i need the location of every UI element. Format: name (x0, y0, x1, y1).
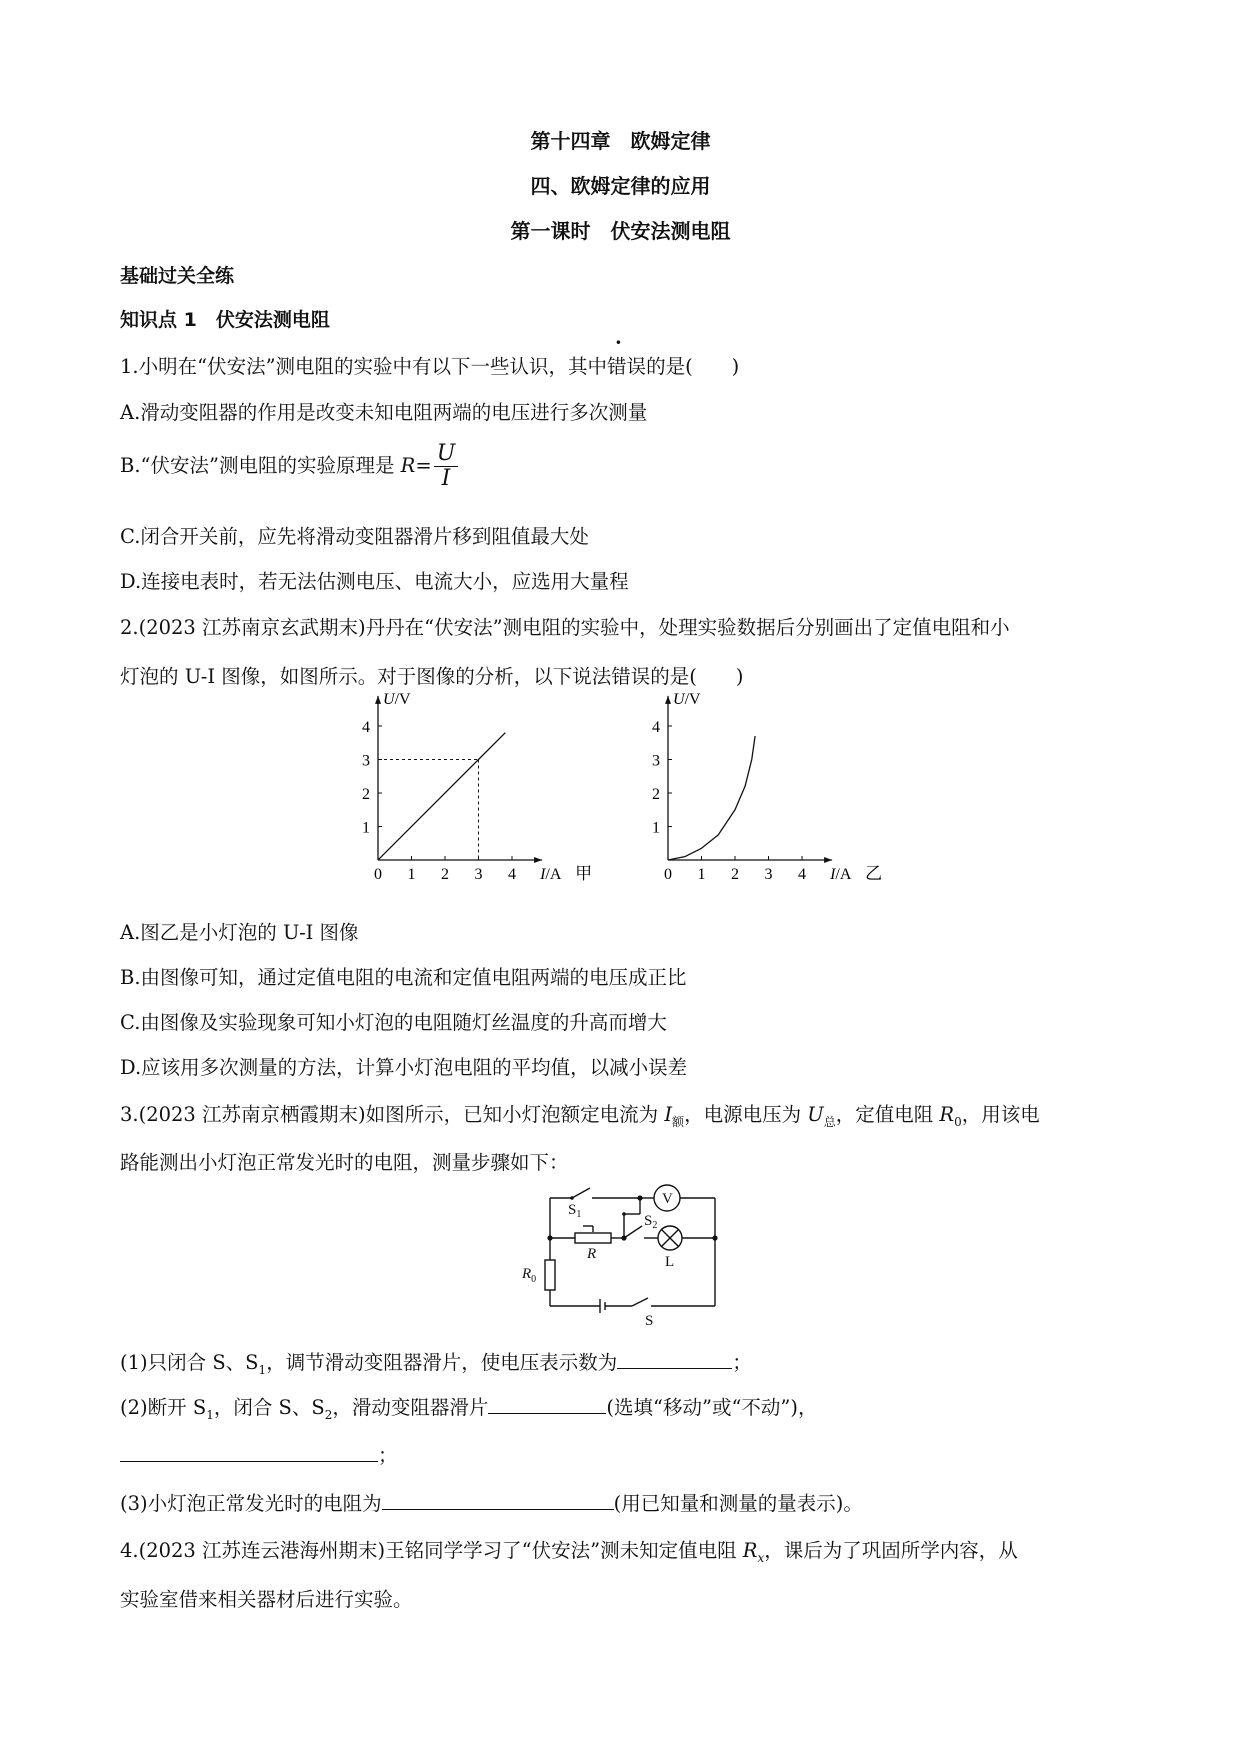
graph-caption: 乙 (865, 864, 883, 883)
lesson-title: 第一课时 伏安法测电阻 (510, 219, 731, 243)
knowledge-point: 知识点 1 伏安法测电阻 (120, 309, 330, 331)
q4-stem-line1: 4.(2023 江苏连云港海州期末)王铭同学学习了“伏安法”测未知定值电阻 $R_x$，课后为了巩固所学内容，从 (120, 1539, 1018, 1565)
graph-yi (640, 690, 900, 890)
switch-s2 (624, 1226, 642, 1238)
svg-text:R0: $R_0$ (522, 1266, 537, 1285)
y-axis-label: U/V (383, 690, 411, 708)
series-line (378, 733, 505, 860)
q3-step1: (1)只闭合 S、$S_1$，调节滑动变阻器滑片，使电压表示数为 ； (120, 1351, 752, 1377)
x-axis-label: I/A (540, 866, 562, 883)
fraction-u-over-i: $\frac{U}{I}$ (434, 442, 459, 491)
graph-caption: 甲 (575, 864, 593, 883)
q3-step2-continued: ； (120, 1440, 398, 1468)
y-tick-label: 3 (362, 752, 370, 770)
x-tick-label: 2 (441, 866, 449, 883)
answer-blank[interactable] (488, 1395, 606, 1414)
graph-jia (350, 690, 610, 890)
q2-option-a: A.图乙是小灯泡的 U-I 图像 (120, 921, 359, 944)
answer-blank[interactable] (617, 1350, 732, 1369)
y-tick-label: 2 (652, 786, 660, 803)
emphasis-dots: 错误 (607, 355, 647, 378)
q1-stem: 1.小明在“伏安法”测电阻的实验中有以下一些认识，其中错误的是( ) (120, 351, 739, 379)
q1-option-c: C.闭合开关前，应先将滑动变阻器滑片移到阻值最大处 (120, 525, 589, 548)
y-tick-label: 4 (362, 719, 370, 736)
q3-step3: (3)小灯泡正常发光时的电阻为 (用已知量和测量的量表示)。 (120, 1492, 863, 1515)
y-tick-label: 2 (362, 786, 370, 803)
y-axis-arrow (665, 696, 671, 704)
x-axis-label: I/A (830, 866, 852, 883)
x-tick-label: 4 (798, 866, 806, 883)
rheostat-r (575, 1233, 611, 1243)
q1-option-b: B.“伏安法”测电阻的实验原理是 R= $\frac{U}{I}$ (120, 442, 458, 491)
x-axis-arrow (824, 857, 832, 863)
x-tick-label: 0 (664, 866, 672, 883)
svg-text:S2: $S_2$ (644, 1213, 658, 1231)
y-tick-label: 3 (652, 752, 660, 770)
q3-stem-line2: 路能测出小灯泡正常发光时的电阻，测量步骤如下： (120, 1151, 569, 1174)
x-tick-label: 2 (731, 866, 739, 883)
x-tick-label: 1 (697, 866, 706, 883)
section-title: 四、欧姆定律的应用 (530, 174, 711, 198)
q3-stem-line1: 3.(2023 江苏南京栖霞期末)如图所示，已知小灯泡额定电流为 $I_额$，电源电压为 $U_总$，定值电阻 $R_0$，用该电 (120, 1103, 1040, 1129)
answer-blank[interactable] (120, 1443, 378, 1462)
q2-option-d: D.应该用多次测量的方法，计算小灯泡电阻的平均值，以减小误差 (120, 1056, 688, 1079)
y-tick-label: 1 (652, 819, 660, 837)
y-axis-arrow (375, 696, 381, 704)
x-tick-label: 3 (764, 866, 773, 883)
switch-s (632, 1298, 648, 1306)
svg-text:V: V (662, 1191, 673, 1207)
svg-text:R: R (587, 1246, 597, 1262)
x-tick-label: 1 (407, 866, 416, 883)
circuit-diagram (520, 1178, 730, 1329)
q3-step2: (2)断开 $S_1$，闭合 S、$S_2$，滑动变阻器滑片 (选填“移动”或“不动”)， (120, 1396, 818, 1422)
resistor-r0 (545, 1260, 555, 1290)
answer-blank[interactable] (382, 1491, 614, 1510)
y-axis-label: U/V (673, 690, 701, 708)
q2-option-c: C.由图像及实验现象可知小灯泡的电阻随灯丝温度的升高而增大 (120, 1011, 667, 1034)
q4-stem-line2: 实验室借来相关器材后进行实验。 (120, 1588, 413, 1611)
q2-stem-line1: 2.(2023 江苏南京玄武期末)丹丹在“伏安法”测电阻的实验中，处理实验数据后分别画出了定值电阻和小 (120, 616, 1010, 639)
x-tick-label: 4 (508, 866, 516, 883)
series-line (668, 736, 755, 860)
q2-option-b: B.由图像可知，通过定值电阻的电流和定值电阻两端的电压成正比 (120, 966, 687, 989)
y-tick-label: 4 (652, 719, 660, 736)
svg-text:L: L (665, 1254, 675, 1270)
x-tick-label: 3 (474, 866, 483, 883)
svg-text:S: S (645, 1313, 654, 1329)
q1-option-a: A.滑动变阻器的作用是改变未知电阻两端的电压进行多次测量 (120, 401, 648, 424)
q1-option-d: D.连接电表时，若无法估测电压、电流大小，应选用大量程 (120, 570, 629, 593)
x-axis-arrow (534, 857, 542, 863)
practice-title: 基础过关全练 (120, 265, 235, 287)
x-tick-label: 0 (374, 866, 382, 883)
svg-text:S1: $S_1$ (568, 1202, 582, 1220)
y-tick-label: 1 (362, 819, 370, 837)
q2-stem-line2: 灯泡的 U-I 图像，如图所示。对于图像的分析，以下说法错误的是( ) (120, 665, 744, 688)
chapter-title: 第十四章 欧姆定律 (530, 129, 711, 153)
switch-s1 (572, 1188, 590, 1198)
